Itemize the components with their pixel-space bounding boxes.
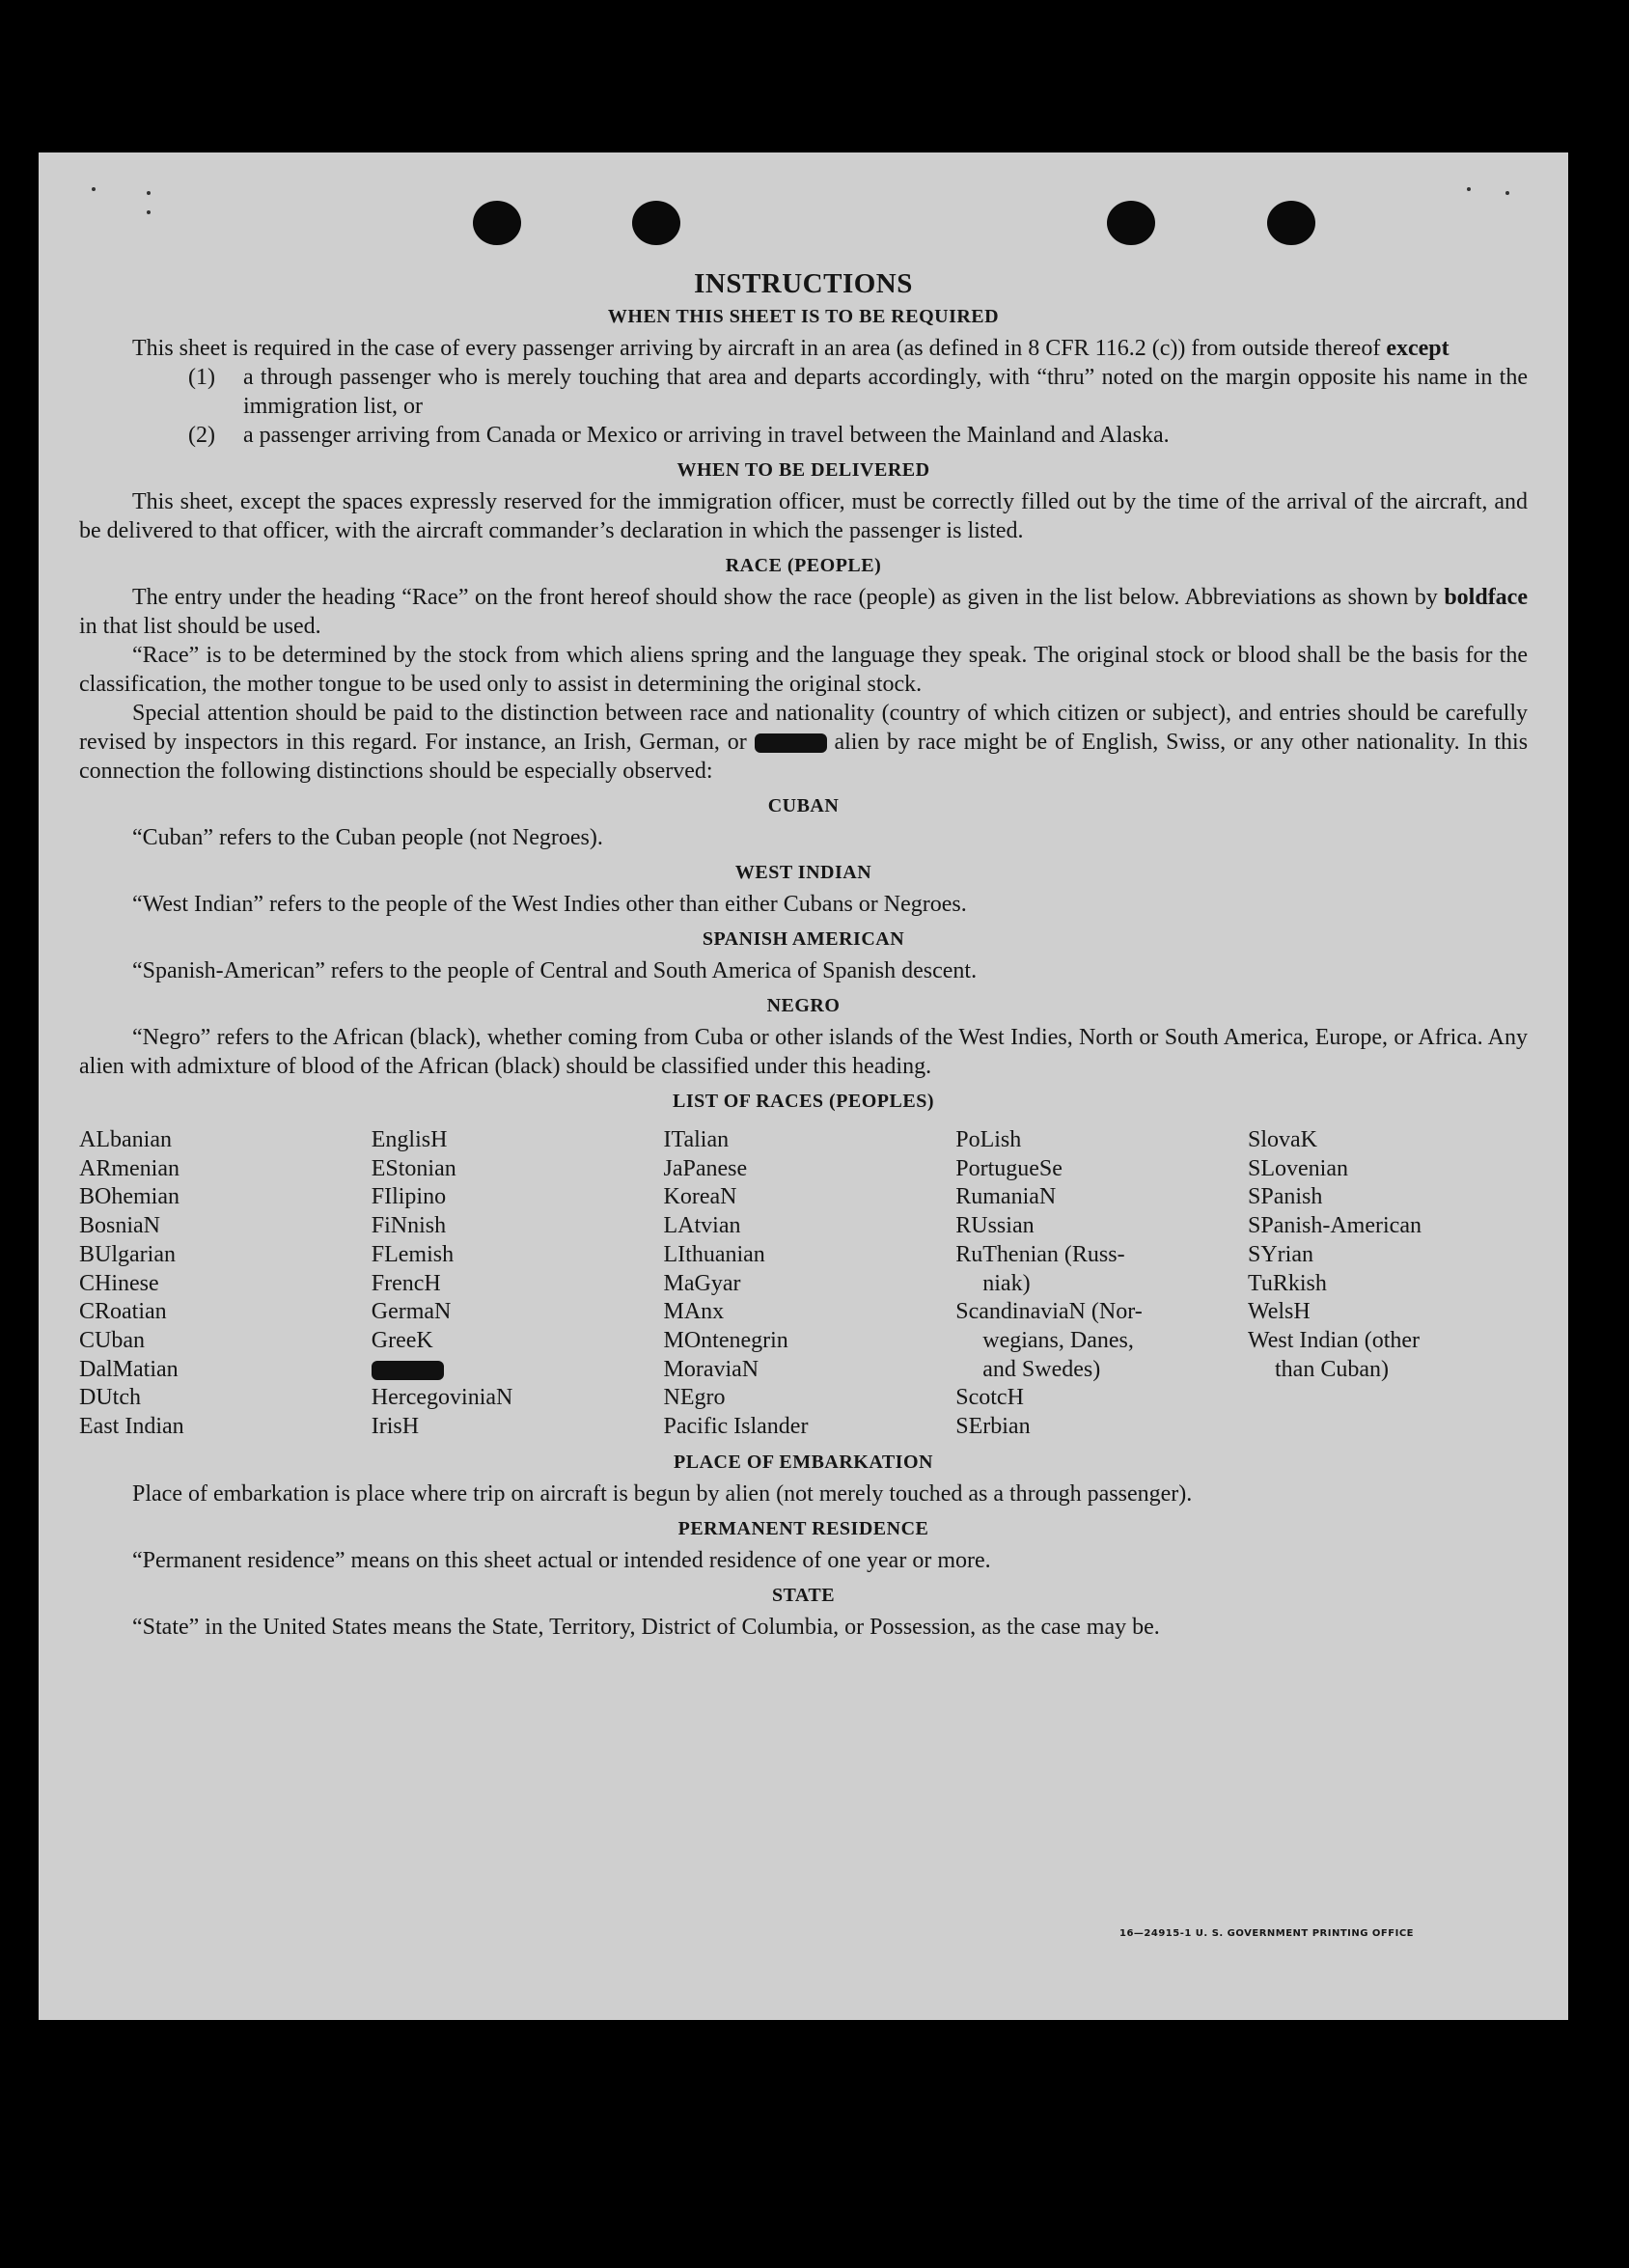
- race-item: BosniaN: [79, 1213, 160, 1239]
- heading-required: WHEN THIS SHEET IS TO BE REQUIRED: [607, 306, 1000, 327]
- heading-residence: PERMANENT RESIDENCE: [677, 1517, 929, 1539]
- race-item: BUlgarian: [79, 1241, 176, 1267]
- race-item: GreeK: [371, 1327, 433, 1353]
- redaction-mark: [372, 1361, 444, 1380]
- delivered-text: This sheet, except the spaces expressly reserved for the immigration officer, must be correctly filled out by the time of the arrival of the aircraft, and be delivered to that officer, with the aircraft commander’s declaration in which the passenger is listed.: [79, 489, 1528, 543]
- races-column-2: [372, 1126, 647, 1442]
- page-title: INSTRUCTIONS: [694, 268, 913, 299]
- heading-delivered: WHEN TO BE DELIVERED: [676, 459, 930, 481]
- race-item: CRoatian: [79, 1299, 167, 1325]
- state-text: “State” in the United States means the State, Territory, District of Columbia, or Possession, as the case may be.: [132, 1614, 1160, 1640]
- west-indian-text: “West Indian” refers to the people of the West Indies other than either Cubans or Negroes.: [132, 892, 967, 917]
- race-item: FIlipino: [371, 1184, 447, 1210]
- speck: [92, 187, 96, 191]
- race-item: PoLish: [955, 1127, 1022, 1152]
- race-item: WelsH: [1248, 1299, 1311, 1325]
- race-item: EStonian: [371, 1155, 456, 1181]
- heading-race: RACE (PEOPLE): [725, 555, 882, 576]
- race-item: ITalian: [663, 1127, 730, 1152]
- race-item: MaGyar: [663, 1270, 741, 1296]
- race-item: PortugueSe: [955, 1155, 1063, 1181]
- race-item: West Indian (other: [1248, 1327, 1421, 1353]
- race-item: than Cuban): [1275, 1356, 1389, 1382]
- race-item: KoreaN: [663, 1184, 737, 1210]
- embarkation-text: Place of embarkation is place where trip on aircraft is begun by alien (not merely touched as a through passenger).: [132, 1480, 1193, 1507]
- race-item: SLovenian: [1248, 1155, 1348, 1181]
- races-column-3: [664, 1126, 939, 1442]
- race-item: ALbanian: [79, 1127, 172, 1152]
- races-column-1: [79, 1126, 354, 1442]
- speck: [1505, 191, 1509, 195]
- race-item: ARmenian: [79, 1155, 179, 1181]
- required-item-2: (2) a passenger arriving from Canada or Mexico or arriving in travel between the Mainland and Alaska.: [188, 423, 1170, 448]
- race-item: FiNnish: [371, 1213, 447, 1239]
- race-item: DUtch: [79, 1385, 141, 1411]
- race-item: RUssian: [955, 1213, 1035, 1239]
- race-item: FLemish: [371, 1241, 455, 1267]
- race-item: EnglisH: [371, 1127, 448, 1152]
- race-item: SPanish: [1248, 1184, 1323, 1210]
- redaction-mark: [755, 733, 827, 753]
- race-item: TuRkish: [1248, 1270, 1327, 1296]
- races-column-5: [1248, 1126, 1523, 1442]
- punch-hole: [473, 201, 521, 245]
- race-item: niak): [982, 1270, 1031, 1296]
- heading-cuban: CUBAN: [767, 795, 840, 816]
- punch-hole: [1107, 201, 1155, 245]
- race-item: MOntenegrin: [663, 1327, 788, 1353]
- heading-west-indian: WEST INDIAN: [734, 862, 872, 883]
- race-item: LAtvian: [663, 1213, 741, 1239]
- races-list: [79, 1126, 1528, 1442]
- heading-spanish-american: SPANISH AMERICAN: [702, 928, 905, 950]
- speck: [147, 191, 151, 195]
- heading-embarkation: PLACE OF EMBARKATION: [674, 1451, 933, 1473]
- race-item: JaPanese: [663, 1155, 748, 1181]
- speck: [147, 210, 151, 214]
- race-item-redacted: [372, 1356, 647, 1385]
- races-column-4: [955, 1126, 1230, 1442]
- race-item: SPanish-American: [1248, 1213, 1422, 1239]
- required-text: This sheet is required in the case of every passenger arriving by aircraft in an area (as defined in 8 CFR 116.2 (c)) from outside thereof except: [132, 336, 1450, 361]
- race-item: LIthuanian: [663, 1241, 765, 1267]
- race-item: FrencH: [371, 1270, 441, 1296]
- race-item: DalMatian: [79, 1356, 179, 1382]
- race-item: ScandinaviaN (Nor-: [955, 1299, 1143, 1325]
- heading-list-of-races: LIST OF RACES (PEOPLES): [672, 1091, 934, 1112]
- heading-state: STATE: [771, 1584, 836, 1606]
- race-item: SlovaK: [1248, 1127, 1317, 1152]
- race-paragraph-2: “Race” is to be determined by the stock from which aliens spring and the language they speak. The original stock or blood shall be the basis for the classification, the mother tongue to be used only to assist in determining the original stock.: [79, 643, 1528, 697]
- punch-hole: [632, 201, 680, 245]
- race-item: MAnx: [663, 1299, 725, 1325]
- heading-negro: NEGRO: [766, 995, 841, 1016]
- race-item: NEgro: [663, 1385, 726, 1411]
- race-item: GermaN: [371, 1299, 452, 1325]
- race-item: CUban: [79, 1327, 145, 1353]
- race-paragraph-1: The entry under the heading “Race” on the front hereof should show the race (people) as given in the list below. Abbreviations as shown by boldface in that list should be used.: [79, 585, 1528, 639]
- race-paragraph-3: Special attention should be paid to the distinction between race and nationality (country of which citizen or subject), and entries should be carefully revised by inspectors in this regard. For instance, an Irish, German, or alien by race might be of English, Swiss, or any other nationality. In this connection the following distinctions should be especially observed:: [79, 701, 1529, 784]
- race-item: MoraviaN: [663, 1356, 759, 1382]
- race-item: SYrian: [1248, 1241, 1313, 1267]
- race-item: SErbian: [955, 1414, 1031, 1440]
- race-item: and Swedes): [982, 1356, 1101, 1382]
- race-item: wegians, Danes,: [982, 1327, 1134, 1353]
- race-item: IrisH: [371, 1414, 420, 1440]
- speck: [1467, 187, 1471, 191]
- race-item: CHinese: [79, 1270, 159, 1296]
- race-item: RumaniaN: [955, 1184, 1057, 1210]
- race-item: HercegoviniaN: [371, 1385, 513, 1411]
- race-item: East Indian: [79, 1414, 184, 1440]
- race-item: ScotcH: [955, 1385, 1024, 1411]
- required-item-1: (1) a through passenger who is merely touching that area and departs accordingly, with “thru” noted on the margin opposite his name in the immigration list, or: [188, 365, 1528, 419]
- negro-text: “Negro” refers to the African (black), whether coming from Cuba or other islands of the West Indies, North or South America, Europe, or Africa. Any alien with admixture of blood of the African (black) should be classified under this heading.: [79, 1025, 1528, 1079]
- spanish-american-text: “Spanish-American” refers to the people of Central and South America of Spanish descent.: [132, 958, 978, 983]
- residence-text: “Permanent residence” means on this sheet actual or intended residence of one year or more.: [132, 1547, 991, 1573]
- punch-hole: [1267, 201, 1315, 245]
- cuban-text: “Cuban” refers to the Cuban people (not Negroes).: [132, 825, 603, 850]
- printer-footnote: 16—24915-1 U. S. GOVERNMENT PRINTING OFFICE: [1119, 1928, 1414, 1939]
- document-sheet: [39, 152, 1568, 2020]
- race-item: RuThenian (Russ-: [955, 1241, 1125, 1267]
- race-item: Pacific Islander: [663, 1414, 809, 1440]
- race-item: BOhemian: [79, 1184, 179, 1210]
